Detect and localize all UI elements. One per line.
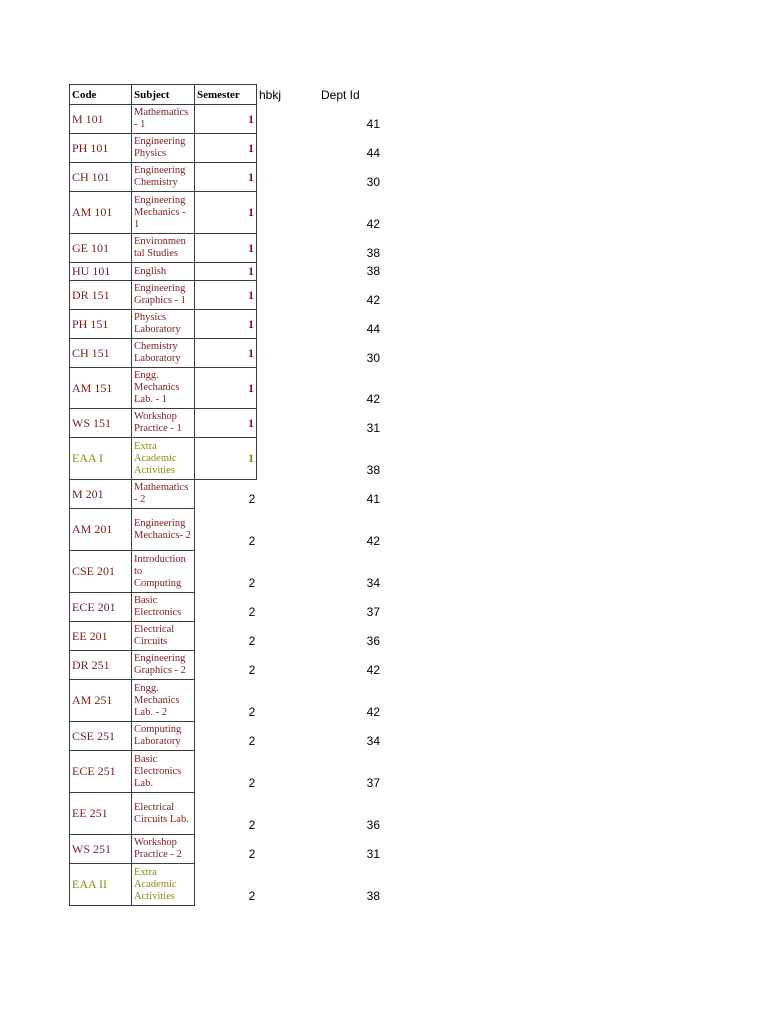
table-row bbox=[70, 751, 257, 793]
dept-id-value: 30 bbox=[366, 175, 380, 189]
header-dept-id: Dept Id bbox=[321, 88, 360, 102]
cell-subject: Engineering Mechanics- 2 bbox=[132, 509, 195, 551]
table-row bbox=[70, 651, 257, 680]
cell-code: EE 251 bbox=[70, 793, 132, 835]
table-row bbox=[70, 192, 257, 234]
cell-subject: Basic Electronics Lab. bbox=[132, 751, 195, 793]
table-row bbox=[70, 163, 257, 192]
cell-code: DR 251 bbox=[70, 651, 132, 680]
dept-id-value: 31 bbox=[366, 847, 380, 861]
cell-subject: Engineering Graphics - 1 bbox=[132, 281, 195, 310]
cell-code: EAA I bbox=[70, 438, 132, 480]
cell-semester: 1 bbox=[195, 281, 257, 310]
table-row bbox=[70, 105, 257, 134]
dept-id-value: 31 bbox=[366, 421, 380, 435]
cell-subject: Mathematics - 1 bbox=[132, 105, 195, 134]
cell-subject: Basic Electronics bbox=[132, 593, 195, 622]
cell-code: M 101 bbox=[70, 105, 132, 134]
cell-subject: Engineering Mechanics - 1 bbox=[132, 192, 195, 234]
cell-subject: Electrical Circuits bbox=[132, 622, 195, 651]
dept-id-value: 36 bbox=[366, 818, 380, 832]
table-row bbox=[70, 722, 257, 751]
semester-value: 2 bbox=[248, 818, 256, 832]
cell-subject: Workshop Practice - 2 bbox=[132, 835, 195, 864]
cell-semester: 1 bbox=[195, 368, 257, 409]
table-row bbox=[70, 339, 257, 368]
cell-semester: 1 bbox=[195, 310, 257, 339]
dept-id-value: 37 bbox=[366, 605, 380, 619]
cell-code: EE 201 bbox=[70, 622, 132, 651]
dept-id-value: 38 bbox=[366, 246, 380, 260]
cell-subject: Extra Academic Activities bbox=[132, 438, 195, 480]
cell-code: CSE 251 bbox=[70, 722, 132, 751]
semester-value: 2 bbox=[248, 492, 256, 506]
cell-code: AM 251 bbox=[70, 680, 132, 722]
dept-id-value: 42 bbox=[366, 534, 380, 548]
cell-subject: Extra Academic Activities bbox=[132, 864, 195, 906]
header-row bbox=[70, 85, 257, 105]
header-code: Code bbox=[70, 85, 132, 105]
cell-code: CH 101 bbox=[70, 163, 132, 192]
table-row bbox=[70, 622, 257, 651]
cell-subject: Workshop Practice - 1 bbox=[132, 409, 195, 438]
cell-subject: Mathematics - 2 bbox=[132, 480, 195, 509]
dept-id-value: 30 bbox=[366, 351, 380, 365]
semester-value: 2 bbox=[248, 734, 256, 748]
dept-id-value: 42 bbox=[366, 392, 380, 406]
table-row bbox=[70, 835, 257, 864]
cell-code: M 201 bbox=[70, 480, 132, 509]
cell-code: DR 151 bbox=[70, 281, 132, 310]
cell-subject: Electrical Circuits Lab. bbox=[132, 793, 195, 835]
table-row bbox=[70, 593, 257, 622]
dept-id-value: 34 bbox=[366, 734, 380, 748]
cell-subject: English bbox=[132, 263, 195, 281]
table-row bbox=[70, 310, 257, 339]
header-subject: Subject bbox=[132, 85, 195, 105]
course-table bbox=[69, 84, 257, 906]
dept-id-value: 44 bbox=[366, 322, 380, 336]
dept-id-value: 34 bbox=[366, 576, 380, 590]
cell-semester: 1 bbox=[195, 163, 257, 192]
cell-code: ECE 201 bbox=[70, 593, 132, 622]
cell-semester: 1 bbox=[195, 134, 257, 163]
cell-code: GE 101 bbox=[70, 234, 132, 263]
cell-code: AM 101 bbox=[70, 192, 132, 234]
dept-id-value: 42 bbox=[366, 217, 380, 231]
cell-code: EAA II bbox=[70, 864, 132, 906]
cell-code: WS 151 bbox=[70, 409, 132, 438]
cell-code: WS 251 bbox=[70, 835, 132, 864]
cell-code: ECE 251 bbox=[70, 751, 132, 793]
cell-code: CSE 201 bbox=[70, 551, 132, 593]
cell-subject: Environmen tal Studies bbox=[132, 234, 195, 263]
cell-semester: 1 bbox=[195, 438, 257, 480]
cell-semester: 1 bbox=[195, 339, 257, 368]
cell-subject: Engineering Graphics - 2 bbox=[132, 651, 195, 680]
cell-subject: Engg. Mechanics Lab. - 1 bbox=[132, 368, 195, 409]
dept-id-value: 38 bbox=[366, 264, 380, 278]
table-row bbox=[70, 480, 257, 509]
semester-value: 2 bbox=[248, 605, 256, 619]
cell-subject: Computing Laboratory bbox=[132, 722, 195, 751]
dept-id-value: 36 bbox=[366, 634, 380, 648]
semester-value: 2 bbox=[248, 889, 256, 903]
dept-id-value: 42 bbox=[366, 663, 380, 677]
table-row bbox=[70, 509, 257, 551]
dept-id-value: 44 bbox=[366, 146, 380, 160]
semester-value: 2 bbox=[248, 576, 256, 590]
dept-id-value: 38 bbox=[366, 889, 380, 903]
semester-value: 2 bbox=[248, 663, 256, 677]
semester-value: 2 bbox=[248, 634, 256, 648]
semester-value: 2 bbox=[248, 534, 256, 548]
table-row bbox=[70, 551, 257, 593]
cell-semester: 1 bbox=[195, 234, 257, 263]
cell-code: PH 151 bbox=[70, 310, 132, 339]
cell-subject: Engg. Mechanics Lab. - 2 bbox=[132, 680, 195, 722]
cell-semester: 1 bbox=[195, 105, 257, 134]
semester-value: 2 bbox=[248, 776, 256, 790]
header-semester: Semester bbox=[195, 85, 257, 105]
cell-semester: 1 bbox=[195, 192, 257, 234]
table-row bbox=[70, 864, 257, 906]
header-hbkj: hbkj bbox=[259, 88, 282, 102]
cell-code: AM 151 bbox=[70, 368, 132, 409]
cell-semester: 1 bbox=[195, 409, 257, 438]
semester-value: 2 bbox=[248, 847, 256, 861]
table-row bbox=[70, 134, 257, 163]
table-row bbox=[70, 438, 257, 480]
cell-code: PH 101 bbox=[70, 134, 132, 163]
table-row bbox=[70, 409, 257, 438]
dept-id-value: 41 bbox=[366, 492, 380, 506]
dept-id-value: 42 bbox=[366, 293, 380, 307]
cell-code: HU 101 bbox=[70, 263, 132, 281]
table-row bbox=[70, 368, 257, 409]
table-row bbox=[70, 793, 257, 835]
table-row bbox=[70, 680, 257, 722]
cell-code: CH 151 bbox=[70, 339, 132, 368]
table-row bbox=[70, 263, 257, 281]
dept-id-value: 42 bbox=[366, 705, 380, 719]
table-row bbox=[70, 281, 257, 310]
table-row bbox=[70, 234, 257, 263]
cell-subject: Physics Laboratory bbox=[132, 310, 195, 339]
semester-value: 2 bbox=[248, 705, 256, 719]
dept-id-value: 37 bbox=[366, 776, 380, 790]
cell-semester: 1 bbox=[195, 263, 257, 281]
cell-subject: Engineering Chemistry bbox=[132, 163, 195, 192]
dept-id-value: 41 bbox=[366, 117, 380, 131]
cell-code: AM 201 bbox=[70, 509, 132, 551]
cell-subject: Engineering Physics bbox=[132, 134, 195, 163]
cell-subject: Introduction to Computing bbox=[132, 551, 195, 593]
dept-id-value: 38 bbox=[366, 463, 380, 477]
cell-subject: Chemistry Laboratory bbox=[132, 339, 195, 368]
